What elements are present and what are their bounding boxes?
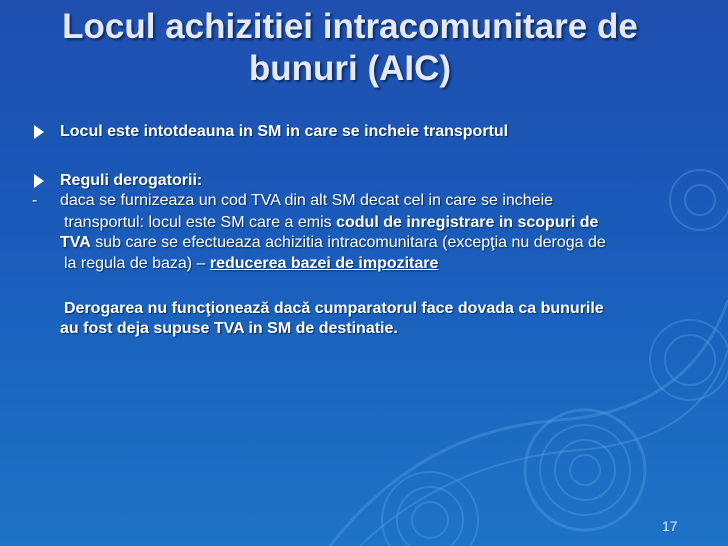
- bullet-item-1: [36, 122, 696, 142]
- text-cod-inregistrare: codul de inregistrare in scopuri de: [336, 214, 599, 231]
- dash-item-line-3: [36, 233, 696, 253]
- text-transportul: transportul: locul este SM care a emis: [64, 214, 337, 231]
- page-number: 17: [662, 518, 678, 534]
- text-supuse-tva: au fost deja supuse TVA in SM de destinatie.: [60, 320, 398, 337]
- title-line-1: Locul achizitiei intracomunitare de: [62, 7, 638, 46]
- slide-body: [32, 120, 696, 337]
- bullet-text-2: Reguli derogatorii:: [60, 172, 203, 189]
- dash-item-1: [32, 191, 696, 211]
- dash-item-line-4: [36, 254, 696, 274]
- text-derogarea: Derogarea nu funcţionează dacă cumparatorul face dovada ca bunurile: [64, 300, 604, 317]
- dash-text-line-1: daca se furnizeaza un cod TVA din alt SM decat cel in care se incheie: [60, 192, 554, 209]
- text-reducerea-bazei: reducerea bazei de impozitare: [209, 255, 439, 272]
- text-tva: TVA: [60, 234, 91, 251]
- arrow-bullet-icon: [34, 174, 44, 188]
- text-efectueaza: sub care se efectueaza achizitia intracomunitara (excepţia nu deroga de: [90, 234, 606, 251]
- dash-item-line-2: [36, 213, 696, 233]
- text-regula-baza: la regula de baza) –: [64, 255, 210, 272]
- bullet-item-2: [36, 171, 696, 191]
- paragraph-2-line-1: [36, 299, 696, 319]
- dash-marker: -: [32, 192, 38, 209]
- title-line-2: bunuri (AIC): [248, 49, 452, 88]
- bullet-text-1: Locul este intotdeauna in SM in care se incheie transportul: [60, 123, 509, 140]
- arrow-bullet-icon: [34, 125, 44, 139]
- slide-title: [30, 6, 670, 90]
- paragraph-2-line-2: [36, 319, 696, 339]
